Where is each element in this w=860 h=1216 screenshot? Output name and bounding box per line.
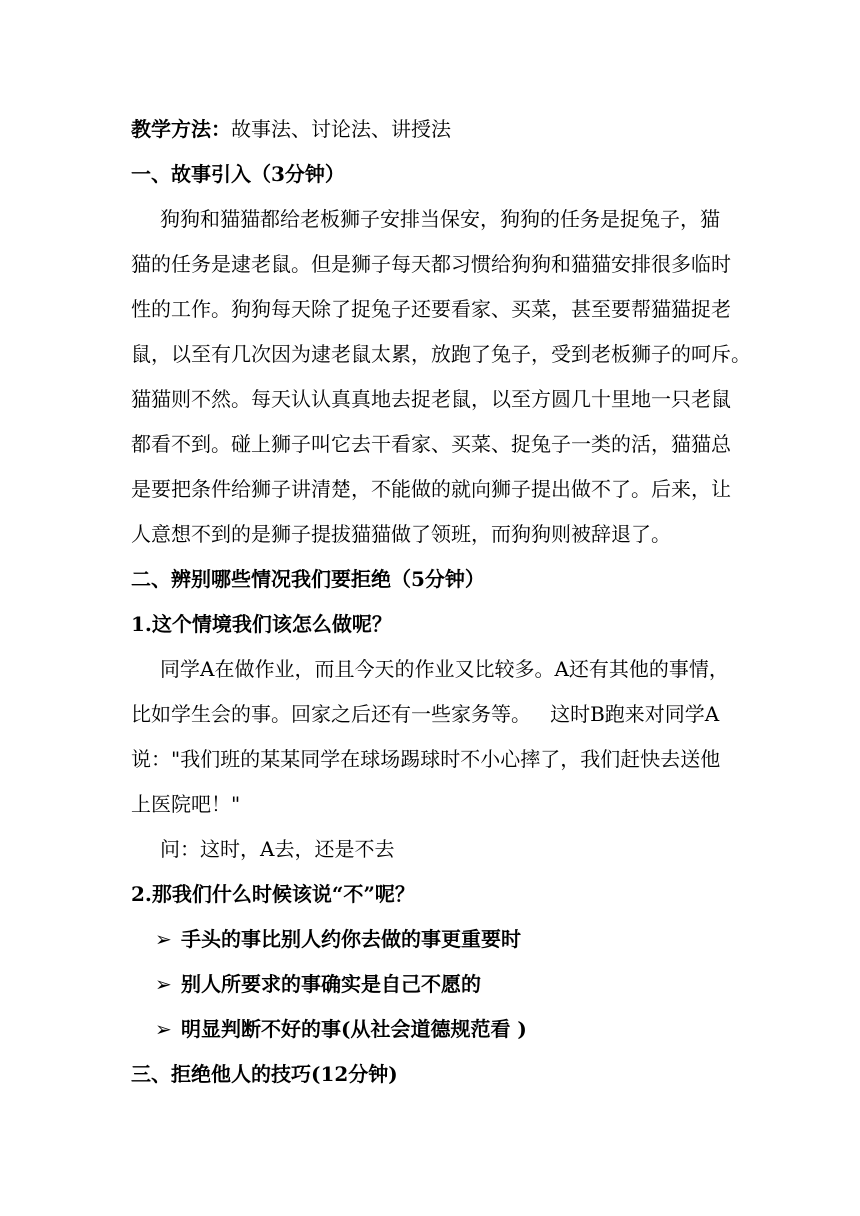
list-item	[131, 920, 731, 958]
teaching-methods-line	[131, 110, 731, 148]
arrow-bullet-icon: ➢	[155, 927, 172, 951]
scenario-line: 同学A在做作业，而且今天的作业又比较多。A还有其他的事情，	[160, 657, 729, 681]
scenario-paragraph	[131, 650, 731, 823]
methods-text: 故事法、讨论法、讲授法	[231, 117, 451, 141]
subheading-1: 1.这个情境我们该怎么做呢？	[131, 612, 392, 636]
arrow-bullet-icon: ➢	[155, 972, 172, 996]
story-line: 都看不到。碰上狮子叫它去干看家、买菜、捉兔子一类的活，猫猫总	[131, 432, 731, 456]
list-item-text: 别人所要求的事确实是自己不愿的	[181, 972, 481, 996]
list-item	[131, 1010, 731, 1048]
methods-label: 教学方法：	[131, 117, 231, 141]
section-1-heading: 一、故事引入（3分钟）	[131, 162, 345, 186]
arrow-bullet-icon: ➢	[155, 1017, 172, 1041]
list-item-text: 明显判断不好的事(从社会道德规范看 )	[181, 1017, 527, 1041]
story-line: 性的工作。狗狗每天除了捉兔子还要看家、买菜，甚至要帮猫猫捉老	[131, 297, 731, 321]
story-line: 狗狗和猫猫都给老板狮子安排当保安，狗狗的任务是捉兔子，猫	[160, 207, 720, 231]
list-item	[131, 965, 731, 1003]
list-item-text: 手头的事比别人约你去做的事更重要时	[181, 927, 521, 951]
bullet-list	[131, 920, 731, 1048]
story-line: 猫的任务是逮老鼠。但是狮子每天都习惯给狗狗和猫猫安排很多临时	[131, 252, 731, 276]
scenario-line: 上医院吧！"	[131, 792, 241, 816]
scenario-line: 说："我们班的某某同学在球场踢球时不小心摔了，我们赶快去送他	[131, 747, 721, 771]
story-line: 鼠，以至有几次因为逮老鼠太累，放跑了兔子，受到老板狮子的呵斥。	[131, 342, 751, 366]
document-page	[131, 110, 751, 1100]
section-3-heading: 三、拒绝他人的技巧(12分钟)	[131, 1062, 398, 1086]
story-paragraph	[131, 200, 751, 553]
section-2-heading: 二、辨别哪些情况我们要拒绝（5分钟）	[131, 567, 485, 591]
question-line: 问：这时，A去，还是不去	[160, 837, 395, 861]
story-line: 人意想不到的是狮子提拔猫猫做了领班，而狗狗则被辞退了。	[131, 522, 671, 546]
story-line: 猫猫则不然。每天认认真真地去捉老鼠，以至方圆几十里地一只老鼠	[131, 387, 731, 411]
subheading-2: 2.那我们什么时候该说“不”呢？	[131, 882, 415, 906]
story-line: 是要把条件给狮子讲清楚，不能做的就向狮子提出做不了。后来，让	[131, 477, 731, 501]
scenario-line: 比如学生会的事。回家之后还有一些家务等。 这时B跑来对同学A	[131, 702, 720, 726]
